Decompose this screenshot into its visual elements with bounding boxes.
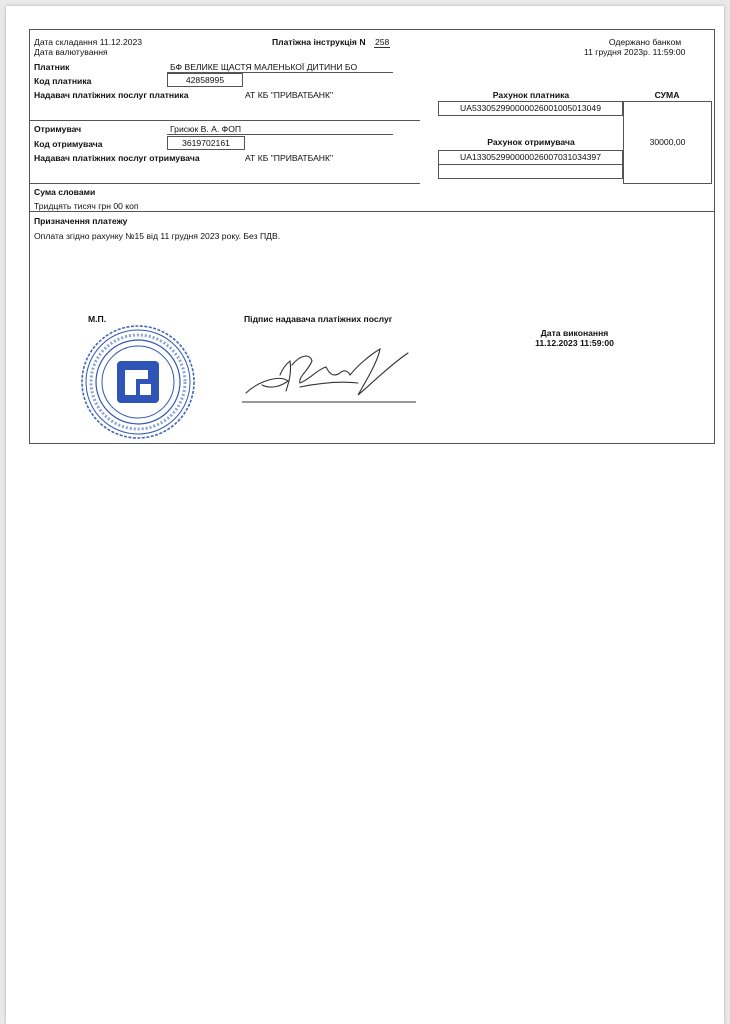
receiver-name-underline: [167, 134, 393, 135]
payer-code-label: Код платника: [34, 76, 92, 86]
receiver-account-label: Рахунок отримувача: [487, 137, 575, 147]
signature-scribble: [240, 325, 420, 405]
stamp-label: М.П.: [88, 314, 107, 324]
receiver-provider-label: Надавач платіжних послуг отримувача: [34, 153, 200, 163]
signature-label: Підпис надавача платіжних послуг: [244, 314, 393, 324]
execution-value: 11.12.2023 11:59:00: [535, 338, 614, 348]
payer-label: Платник: [34, 62, 70, 72]
payer-provider: АТ КБ "ПРИВАТБАНК": [245, 90, 334, 100]
sum-words-label: Сума словами: [34, 187, 96, 197]
instruction-number: 258: [375, 37, 390, 47]
sum-divider: [30, 211, 714, 212]
received-value: 11 грудня 2023р. 11:59:00: [584, 47, 686, 57]
purpose-label: Призначення платежу: [34, 216, 128, 226]
receiver-code-label: Код отримувача: [34, 139, 103, 149]
purpose-value: Оплата згідно рахунку №15 від 11 грудня 2023 року. Без ПДВ.: [34, 231, 281, 241]
sum-words-value: Тридцять тисяч грн 00 коп: [34, 201, 139, 211]
execution-label: Дата виконання: [540, 328, 609, 338]
value-date-label: Дата валютування: [34, 47, 108, 57]
payer-name: БФ ВЕЛИКЕ ЩАСТЯ МАЛЕНЬКОЇ ДИТИНИ БО: [170, 62, 358, 72]
received-label: Одержано банком: [608, 37, 682, 47]
bank-seal: [76, 324, 200, 440]
payer-provider-label: Надавач платіжних послуг платника: [34, 90, 189, 100]
receiver-code: 3619702161: [167, 136, 245, 150]
receiver-provider: АТ КБ "ПРИВАТБАНК": [245, 153, 334, 163]
receiver-account-extra: [438, 164, 623, 179]
payer-account-label: Рахунок платника: [492, 90, 570, 100]
payer-divider: [30, 120, 420, 121]
payer-account: UA533052990000026001005013049: [438, 101, 623, 116]
amount-value: 30000,00: [623, 101, 712, 184]
instruction-label: Платіжна інструкція N: [272, 37, 366, 47]
document-page: [6, 6, 724, 1024]
amount-label: СУМА: [654, 90, 680, 100]
date-compiled: Дата складання 11.12.2023: [34, 37, 143, 47]
instruction-number-wrap: [374, 37, 390, 47]
receiver-name: Грисюк В. А. ФОП: [170, 124, 242, 134]
receiver-account: UA133052990000026007031034397: [438, 150, 623, 165]
receiver-divider: [30, 183, 420, 184]
payment-instruction: [29, 29, 715, 444]
payer-code: 42858995: [167, 73, 243, 87]
receiver-label: Отримувач: [34, 124, 82, 134]
